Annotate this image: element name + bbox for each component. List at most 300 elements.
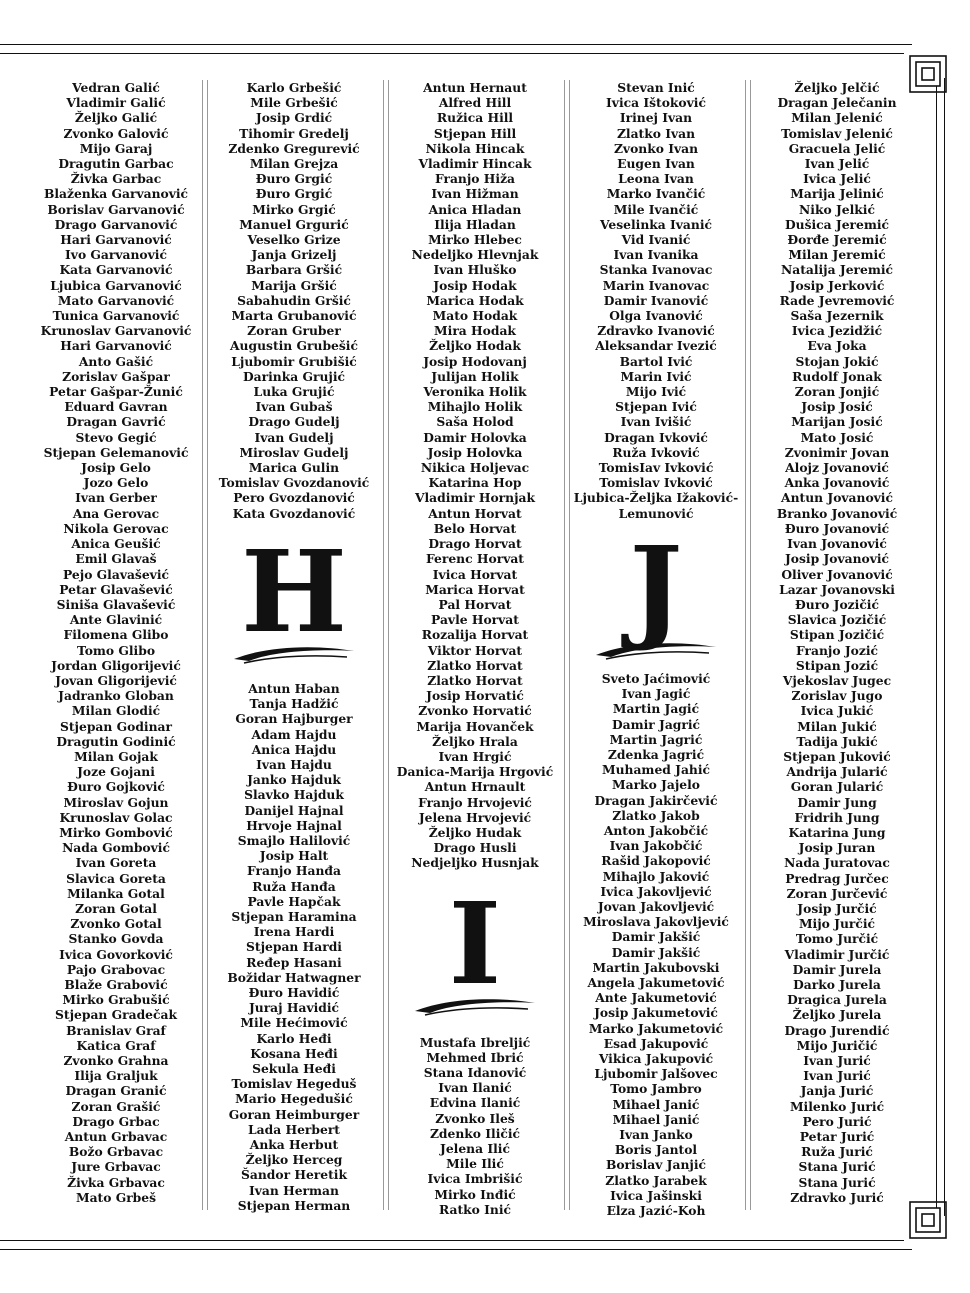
list-item: Josip Juran [798, 840, 876, 856]
list-item: Željko Jurela [792, 1007, 882, 1023]
list-item: Ivan Gudelj [254, 429, 334, 445]
list-item: Zlatko Jarabek [605, 1172, 707, 1188]
letter-i: I [448, 894, 502, 1010]
list-item: Marija Jelinić [790, 186, 884, 202]
list-item: Katica Graf [76, 1037, 156, 1053]
list-item: Branko Jovanović [776, 505, 898, 521]
list-item: Katarina Jung [788, 824, 886, 840]
list-item: Željko Herceg [245, 1152, 343, 1168]
list-item: Milanka Gotal [67, 885, 165, 901]
name-list [389, 1035, 561, 1217]
list-item: Dragutin Garbac [58, 156, 174, 172]
list-item: Viktor Horvat [427, 642, 523, 658]
list-item: Nada Gombović [62, 840, 170, 856]
list-item: Jelena Ilić [440, 1140, 510, 1156]
list-item: Zdenko Gregurević [228, 140, 360, 156]
list-item: Željko Galić [74, 110, 158, 126]
list-item: Josip Hodovanj [423, 353, 527, 369]
list-item: Dušica Jeremić [784, 216, 890, 232]
list-item: Goran Hajburger [235, 711, 353, 727]
name-list [570, 671, 742, 1218]
list-item: Josip Josić [801, 399, 873, 415]
list-item: Marta Grubanović [231, 308, 357, 324]
list-item: Marko Ivančić [606, 186, 706, 202]
list-item: Pavle Horvat [431, 612, 519, 628]
list-item: Miroslava Jakovljević [583, 914, 729, 930]
list-item: Stevan Inić [617, 80, 695, 95]
list-item: Mihael Janić [612, 1096, 700, 1112]
list-item: Đuro Gojković [67, 779, 165, 795]
list-item: Ante Jakumetović [595, 990, 717, 1006]
list-item: Ruža Jurić [801, 1144, 873, 1160]
list-item: Anica Hajdu [251, 741, 337, 757]
list-item: Joze Gojani [77, 764, 155, 780]
list-item: Antun Grbavac [64, 1129, 168, 1145]
list-item: Veselko Grize [247, 232, 341, 248]
list-item: Borislav Janjić [605, 1157, 707, 1173]
list-item: Antun Hrnault [424, 779, 526, 795]
list-item: Mato Grbeš [75, 1189, 157, 1205]
list-item: Saša Jezernik [790, 308, 884, 324]
list-item: Borislav Garvanović [47, 201, 185, 217]
list-item: Irena Hardi [253, 924, 335, 940]
list-item: Zlatko Jakob [612, 807, 700, 823]
list-item: Antun Hernaut [423, 80, 527, 95]
list-item: Alfred Hill [438, 95, 512, 111]
list-item: Dragan Jelečanin [777, 95, 897, 111]
list-item: TomisIav Ivković [598, 460, 714, 476]
list-item: Marko Jajelo [612, 777, 700, 793]
list-item: Franjo Jozić [796, 642, 878, 658]
list-item: Ivan Gubaš [255, 399, 333, 415]
list-item: Josip Halt [259, 848, 329, 864]
list-item: Pero Gvozdanović [233, 490, 355, 506]
list-item: Damir Jakšić [611, 944, 701, 960]
list-item: Zdravko Jurić [790, 1189, 884, 1205]
list-item: Mile Ilić [446, 1156, 504, 1172]
list-item: Mirko Inđić [434, 1186, 516, 1202]
list-item: Josip Jurčić [797, 900, 877, 916]
list-item: Ivan Jurić [803, 1068, 871, 1084]
list-item: Ivica Jašinski [610, 1187, 702, 1203]
list-item: Ivan Jovanović [787, 536, 887, 552]
list-item: Eva Joka [807, 338, 867, 354]
list-item: Katarina Hop [428, 475, 522, 491]
names-column-4 [570, 80, 742, 1218]
list-item: Dragan Gavrić [66, 414, 166, 430]
frame-bottom-outer [0, 1249, 912, 1250]
list-item: Ruža Ivković [612, 444, 700, 460]
list-item: Zvonko Galović [63, 125, 169, 141]
list-item: Tanja Hadžić [249, 696, 339, 712]
list-item: Marica Hodak [426, 292, 524, 308]
list-item: Aleksandar Ivezić [595, 338, 717, 354]
list-item: Karlo Grbešić [246, 80, 342, 95]
list-item: Mirko Hlebec [428, 232, 522, 248]
list-item: Elza Jazić-Koh [606, 1203, 706, 1218]
list-item: Stana Jurić [798, 1159, 876, 1175]
list-item: Marica Gulin [248, 460, 340, 476]
list-item: Franjo Hrvojević [418, 794, 532, 810]
list-item: Damir Jagrić [611, 716, 701, 732]
list-item: Stanko Govda [68, 931, 164, 947]
list-item: Ivan Hrgić [438, 748, 512, 764]
list-item: Mustafa Ibreljić [419, 1034, 531, 1050]
list-item: Zvonko Gotal [70, 916, 162, 932]
list-item: Nada Juratovac [784, 855, 890, 871]
list-item: Zvonko Ivan [613, 140, 699, 156]
name-list [208, 681, 380, 1213]
list-item: Miroslav Gojun [63, 794, 169, 810]
list-item: Vikica Jakupović [598, 1050, 714, 1066]
list-item: Ivan Gerber [75, 490, 157, 506]
list-item: Krunoslav Golac [59, 809, 173, 825]
list-item: Nikola Gerovac [63, 520, 169, 536]
list-item: Tomo Jurčić [795, 931, 879, 947]
list-item: Dragan Jakirčević [594, 792, 718, 808]
list-item: Milan Jukić [797, 718, 877, 734]
list-item: Veselinka Ivanić [600, 216, 712, 232]
list-item: Lazar Jovanovski [779, 581, 895, 597]
list-item: Tihomir Gredelj [239, 125, 349, 141]
list-item: Goran Heimburger [228, 1106, 360, 1122]
list-item: Edvina Ilanić [429, 1095, 521, 1111]
list-item: Pero Jurić [802, 1113, 872, 1129]
list-item: Manuel Grgurić [239, 216, 349, 232]
list-item: Petar Glavašević [59, 581, 173, 597]
name-list [389, 80, 561, 871]
list-item: Predrag Jurčec [785, 870, 889, 886]
list-item: Pal Horvat [438, 596, 512, 612]
list-item: Luka Grujić [253, 384, 335, 400]
list-item: Đuro Jozičić [795, 596, 879, 612]
list-item: Drago Garvanović [54, 216, 178, 232]
list-item: Janja Grizelj [251, 247, 337, 263]
list-item: Vedran Galić [72, 80, 160, 95]
list-item: Ljubica Garvanović [50, 277, 182, 293]
list-item: Ivan Janko [619, 1126, 693, 1142]
list-item: Martin Jagrić [609, 731, 703, 747]
list-item: Josip Grdić [255, 110, 333, 126]
list-item: Josip Holovka [427, 444, 523, 460]
list-item: Mato Josić [800, 429, 874, 445]
list-item: Blaže Grabović [64, 976, 168, 992]
list-item: Nikica Holjevac [420, 460, 530, 476]
list-item: Branislav Graf [66, 1022, 166, 1038]
list-item: Marija Gršić [251, 277, 337, 293]
list-item: Rudolf Jonak [792, 368, 882, 384]
list-item: Stipan Jozičić [789, 627, 885, 643]
list-item: Damir Jakšić [611, 929, 701, 945]
list-item: Barbara Gršić [245, 262, 343, 278]
list-item: Stjepan Hardi [246, 939, 342, 955]
list-item: Zdravko Ivanović [597, 323, 715, 339]
list-item: Mile Ivančić [613, 201, 699, 217]
list-item: Stana Idanović [423, 1064, 527, 1080]
list-item: Ivan Ilanić [438, 1080, 512, 1096]
list-item: Željko Hudak [428, 824, 522, 840]
list-item: Adam Hajdu [251, 726, 337, 742]
list-item: Darinka Grujić [242, 368, 346, 384]
list-item: Eduard Gavran [64, 399, 168, 415]
list-item: Fridrih Jung [794, 809, 880, 825]
list-item: Tomislav Hegeduš [231, 1076, 357, 1092]
list-item: Mario Hegedušić [235, 1091, 353, 1107]
list-item: Stjepan Juković [783, 748, 891, 764]
list-item: Sabahudin Gršić [237, 292, 351, 308]
list-item: Dragutin Godinić [56, 733, 176, 749]
list-item: Zlatko Horvat [427, 657, 523, 673]
list-item: Andrija Jularić [786, 764, 888, 780]
list-item: Rozalija Horvat [421, 627, 529, 643]
list-item: Drago Grbac [72, 1113, 160, 1129]
list-item: Josip Hodak [433, 277, 517, 293]
letter-h: H [241, 542, 347, 658]
list-item: Janja Jurić [800, 1083, 874, 1099]
list-item: Anica Geušić [71, 536, 161, 552]
list-item: Anto Gašić [78, 353, 154, 369]
list-item: Siniša Glavašević [56, 596, 176, 612]
list-item: Ivan Hajdu [256, 756, 332, 772]
list-item: Juraj Havidić [248, 1000, 340, 1016]
list-item: Đuro Grgić [255, 186, 333, 202]
list-item: Antun Haban [248, 680, 340, 696]
list-item: Jure Grbavac [71, 1159, 161, 1175]
list-item: Leona Ivan [618, 171, 694, 187]
list-item: Ana Gerovac [72, 505, 160, 521]
section-letter-h [208, 543, 380, 667]
list-item: Alojz Jovanović [785, 460, 889, 476]
list-item: Sekula Heđi [252, 1060, 336, 1076]
list-item: Josip Horvatić [426, 688, 524, 704]
list-item: Pajo Grabovac [66, 961, 166, 977]
list-item: Julijan Holik [431, 368, 519, 384]
frame-bottom-inner [0, 1240, 904, 1241]
list-item: Zlatko Horvat [427, 672, 523, 688]
list-item: Ivica Jakovljević [600, 883, 712, 899]
list-item: Jovan Gligorijević [55, 672, 177, 688]
list-item: Mijo Jurčić [798, 916, 876, 932]
list-item: Željko Hrala [432, 733, 518, 749]
list-item: Zlatko Ivan [616, 125, 696, 141]
list-item: Zvonimir Jovan [784, 444, 890, 460]
list-item: Marko Jakumetović [588, 1020, 724, 1036]
list-item: Ivica Ištoković [606, 95, 706, 111]
list-item: Oliver Jovanović [781, 566, 893, 582]
list-item: Damir Holovka [423, 429, 527, 445]
list-item: Anton Jakobčić [603, 822, 709, 838]
list-item: Franjo Hiža [434, 171, 516, 187]
list-item: Drago Gudelj [248, 414, 340, 430]
list-item: Dragan Granić [65, 1083, 167, 1099]
list-item: Božidar Hatwagner [227, 969, 361, 985]
list-item: Ilija Graljuk [74, 1068, 158, 1084]
list-item: Ivica Jezidžić [791, 323, 883, 339]
list-item: Veronika Holik [423, 384, 527, 400]
list-item: Željko Hodak [429, 338, 521, 354]
list-item: Slavica Jozičić [787, 612, 887, 628]
list-item: Josip Jovanović [784, 551, 890, 567]
list-item: Ivan Jagić [621, 686, 691, 702]
list-item: Tadija Jukić [796, 733, 878, 749]
list-item: Petar Jurić [799, 1129, 875, 1145]
list-item: Mihael Janić [612, 1111, 700, 1127]
list-item: Ređep Hasani [246, 954, 342, 970]
list-item: Kata Garvanović [59, 262, 173, 278]
frame-top-outer [0, 44, 912, 45]
list-item: Milenko Jurić [789, 1098, 885, 1114]
list-item: Belo Horvat [433, 520, 517, 536]
name-list [570, 80, 742, 521]
frame-top-inner [0, 53, 904, 54]
list-item: Vladimir Jurčić [784, 946, 890, 962]
list-item: Tomislav Jelenić [781, 125, 893, 141]
list-item: Đorđe Jeremić [787, 232, 887, 248]
list-item: Milan Jelenić [791, 110, 883, 126]
list-item: Stjepan Godinar [60, 718, 172, 734]
list-item: Josip Gelo [81, 460, 151, 476]
list-item: Željko Jelčić [794, 80, 880, 95]
list-item: Ivan Goreta [75, 855, 157, 871]
list-item: Franjo Hanđa [247, 863, 341, 879]
list-item: Ivica Govorković [59, 946, 173, 962]
list-item: Pejo Glavašević [63, 566, 169, 582]
list-item: Pavle Hapčak [247, 893, 341, 909]
name-list [208, 80, 380, 521]
list-item: Zvonko Ileš [435, 1110, 515, 1126]
list-item: Zoran Gruber [247, 323, 341, 339]
list-item: Hari Garvanović [60, 232, 172, 248]
list-item: Dragica Jurela [787, 992, 887, 1008]
list-item: Mihajlo Holik [427, 399, 523, 415]
list-item: Marica Horvat [425, 581, 525, 597]
list-item: Mile Grbešić [250, 95, 338, 111]
list-item: Drago Horvat [428, 536, 522, 552]
list-item: Goran Jularić [790, 779, 884, 795]
list-item: Stjepan Gelemanović [43, 444, 189, 460]
list-item: Božo Grbavac [68, 1144, 164, 1160]
list-item: Anka Jovanović [784, 475, 890, 491]
list-item: Mato Garvanović [57, 292, 175, 308]
list-item: Slavko Hajduk [244, 787, 344, 803]
list-item: Kata Gvozdanović [232, 505, 356, 521]
list-item: Zoran Jonjić [794, 384, 880, 400]
list-item: Mijo Juričić [796, 1037, 878, 1053]
list-item: Vid Ivanić [621, 232, 691, 248]
list-item: Marija Hovanček [416, 718, 534, 734]
list-item: Hrvoje Hajnal [246, 817, 342, 833]
list-item: Jelena Hrvojević [418, 809, 532, 825]
name-list [30, 80, 202, 1205]
list-item: Damir Jung [797, 794, 877, 810]
list-item: Niko Jelkić [799, 201, 875, 217]
list-item: Mirko Grgić [252, 201, 336, 217]
list-item: Ivan Jurić [803, 1053, 871, 1068]
list-item: Dragan Ivković [604, 429, 708, 445]
list-item: Ljubomir Grubišić [231, 353, 357, 369]
list-item: Milan Grejza [249, 156, 339, 172]
list-item: Zdenka Jagrić [607, 746, 705, 762]
list-item: Slavica Goreta [66, 870, 166, 886]
list-item: Danica-Marija Hrgović [396, 764, 554, 780]
list-item: Stipan Jozić [795, 657, 879, 673]
list-item: Mira Hodak [434, 323, 516, 339]
list-item: Filomena Glibo [63, 627, 169, 643]
list-item: Josip Jerković [789, 277, 885, 293]
letter-j: J [629, 538, 683, 654]
list-item: Drago Husli [433, 840, 517, 856]
list-item: Vladimir Hornjak [414, 490, 536, 506]
list-item: Ilija Hladan [434, 216, 516, 232]
list-item: Mirko Grabušić [62, 992, 170, 1008]
list-item: Bartol Ivić [619, 353, 693, 369]
list-item: Petar Gašpar-Žunić [49, 384, 183, 400]
list-item: Eugen Ivan [617, 156, 695, 172]
list-item: Janko Hajduk [247, 772, 341, 788]
list-item: Tomo Jambro [610, 1081, 702, 1097]
list-item: Martin Jagić [612, 701, 700, 717]
list-item: Marin Ivić [620, 368, 692, 384]
list-item: Marijan Josić [791, 414, 883, 430]
list-item: Karlo Heđi [256, 1030, 332, 1046]
list-item: Milan Glodić [71, 703, 161, 719]
list-item: Damir Ivanović [603, 292, 709, 308]
list-item: Ratko Inić [438, 1201, 511, 1217]
list-item: Tomo Glibo [76, 642, 156, 658]
list-item: Đuro Jovanović [784, 520, 890, 536]
list-item: Zoran Gotal [75, 900, 157, 916]
list-item: Smajlo Halilović [237, 832, 351, 848]
list-item: Muhamed Jahić [601, 762, 711, 778]
list-item: Esad Jakupović [603, 1035, 709, 1051]
list-item: Mijo Ivić [625, 384, 687, 400]
list-item: Antun Jovanović [781, 490, 893, 506]
list-item: Nedeljko Hlevnjak [411, 247, 539, 263]
list-item: Živka Garbac [70, 171, 162, 187]
list-item: Jordan Gligorijević [51, 657, 181, 673]
list-item: Martin Jakubovski [592, 959, 720, 975]
list-item: Antun Horvat [428, 505, 522, 521]
list-item: Mehmed Ibrić [426, 1049, 524, 1065]
list-item: Živka Grbavac [67, 1174, 165, 1190]
names-column-3 [389, 80, 561, 1217]
list-item: Zvonko Grahna [63, 1053, 169, 1068]
list-item: Angela Jakumetović [587, 974, 725, 990]
names-column-5 [751, 80, 923, 1205]
list-item: Zvonko Horvatić [418, 703, 532, 719]
list-item: Ivica Jelić [803, 171, 871, 187]
list-item: Nedjeljko Husnjak [411, 855, 539, 871]
list-item: Tomislav Gvozdanović [218, 475, 370, 491]
list-item: Hari Garvanović [60, 338, 172, 354]
list-item: Irinej Ivan [619, 110, 693, 126]
name-list [751, 80, 923, 1205]
list-item: Olga Ivanović [609, 308, 703, 324]
list-item: Stojan Jokić [795, 353, 879, 369]
list-item: Stjepan Ivić [615, 399, 697, 415]
list-item: Sveto Jaćimović [601, 670, 711, 686]
section-letter-i [389, 895, 561, 1021]
list-item: Đuro Havidić [248, 984, 340, 1000]
list-item: Krunoslav Garvanović [40, 323, 192, 339]
list-item: Milan Gojak [74, 748, 158, 764]
list-item: Kosana Heđi [250, 1045, 338, 1061]
list-item: Josip Jakumetović [594, 1005, 718, 1021]
list-item: Stjepan Gradečak [55, 1007, 177, 1023]
list-item: Mirko Gombović [59, 824, 173, 840]
list-item: Ivica Horvat [432, 566, 518, 582]
list-item: Boris Jantol [614, 1142, 698, 1158]
